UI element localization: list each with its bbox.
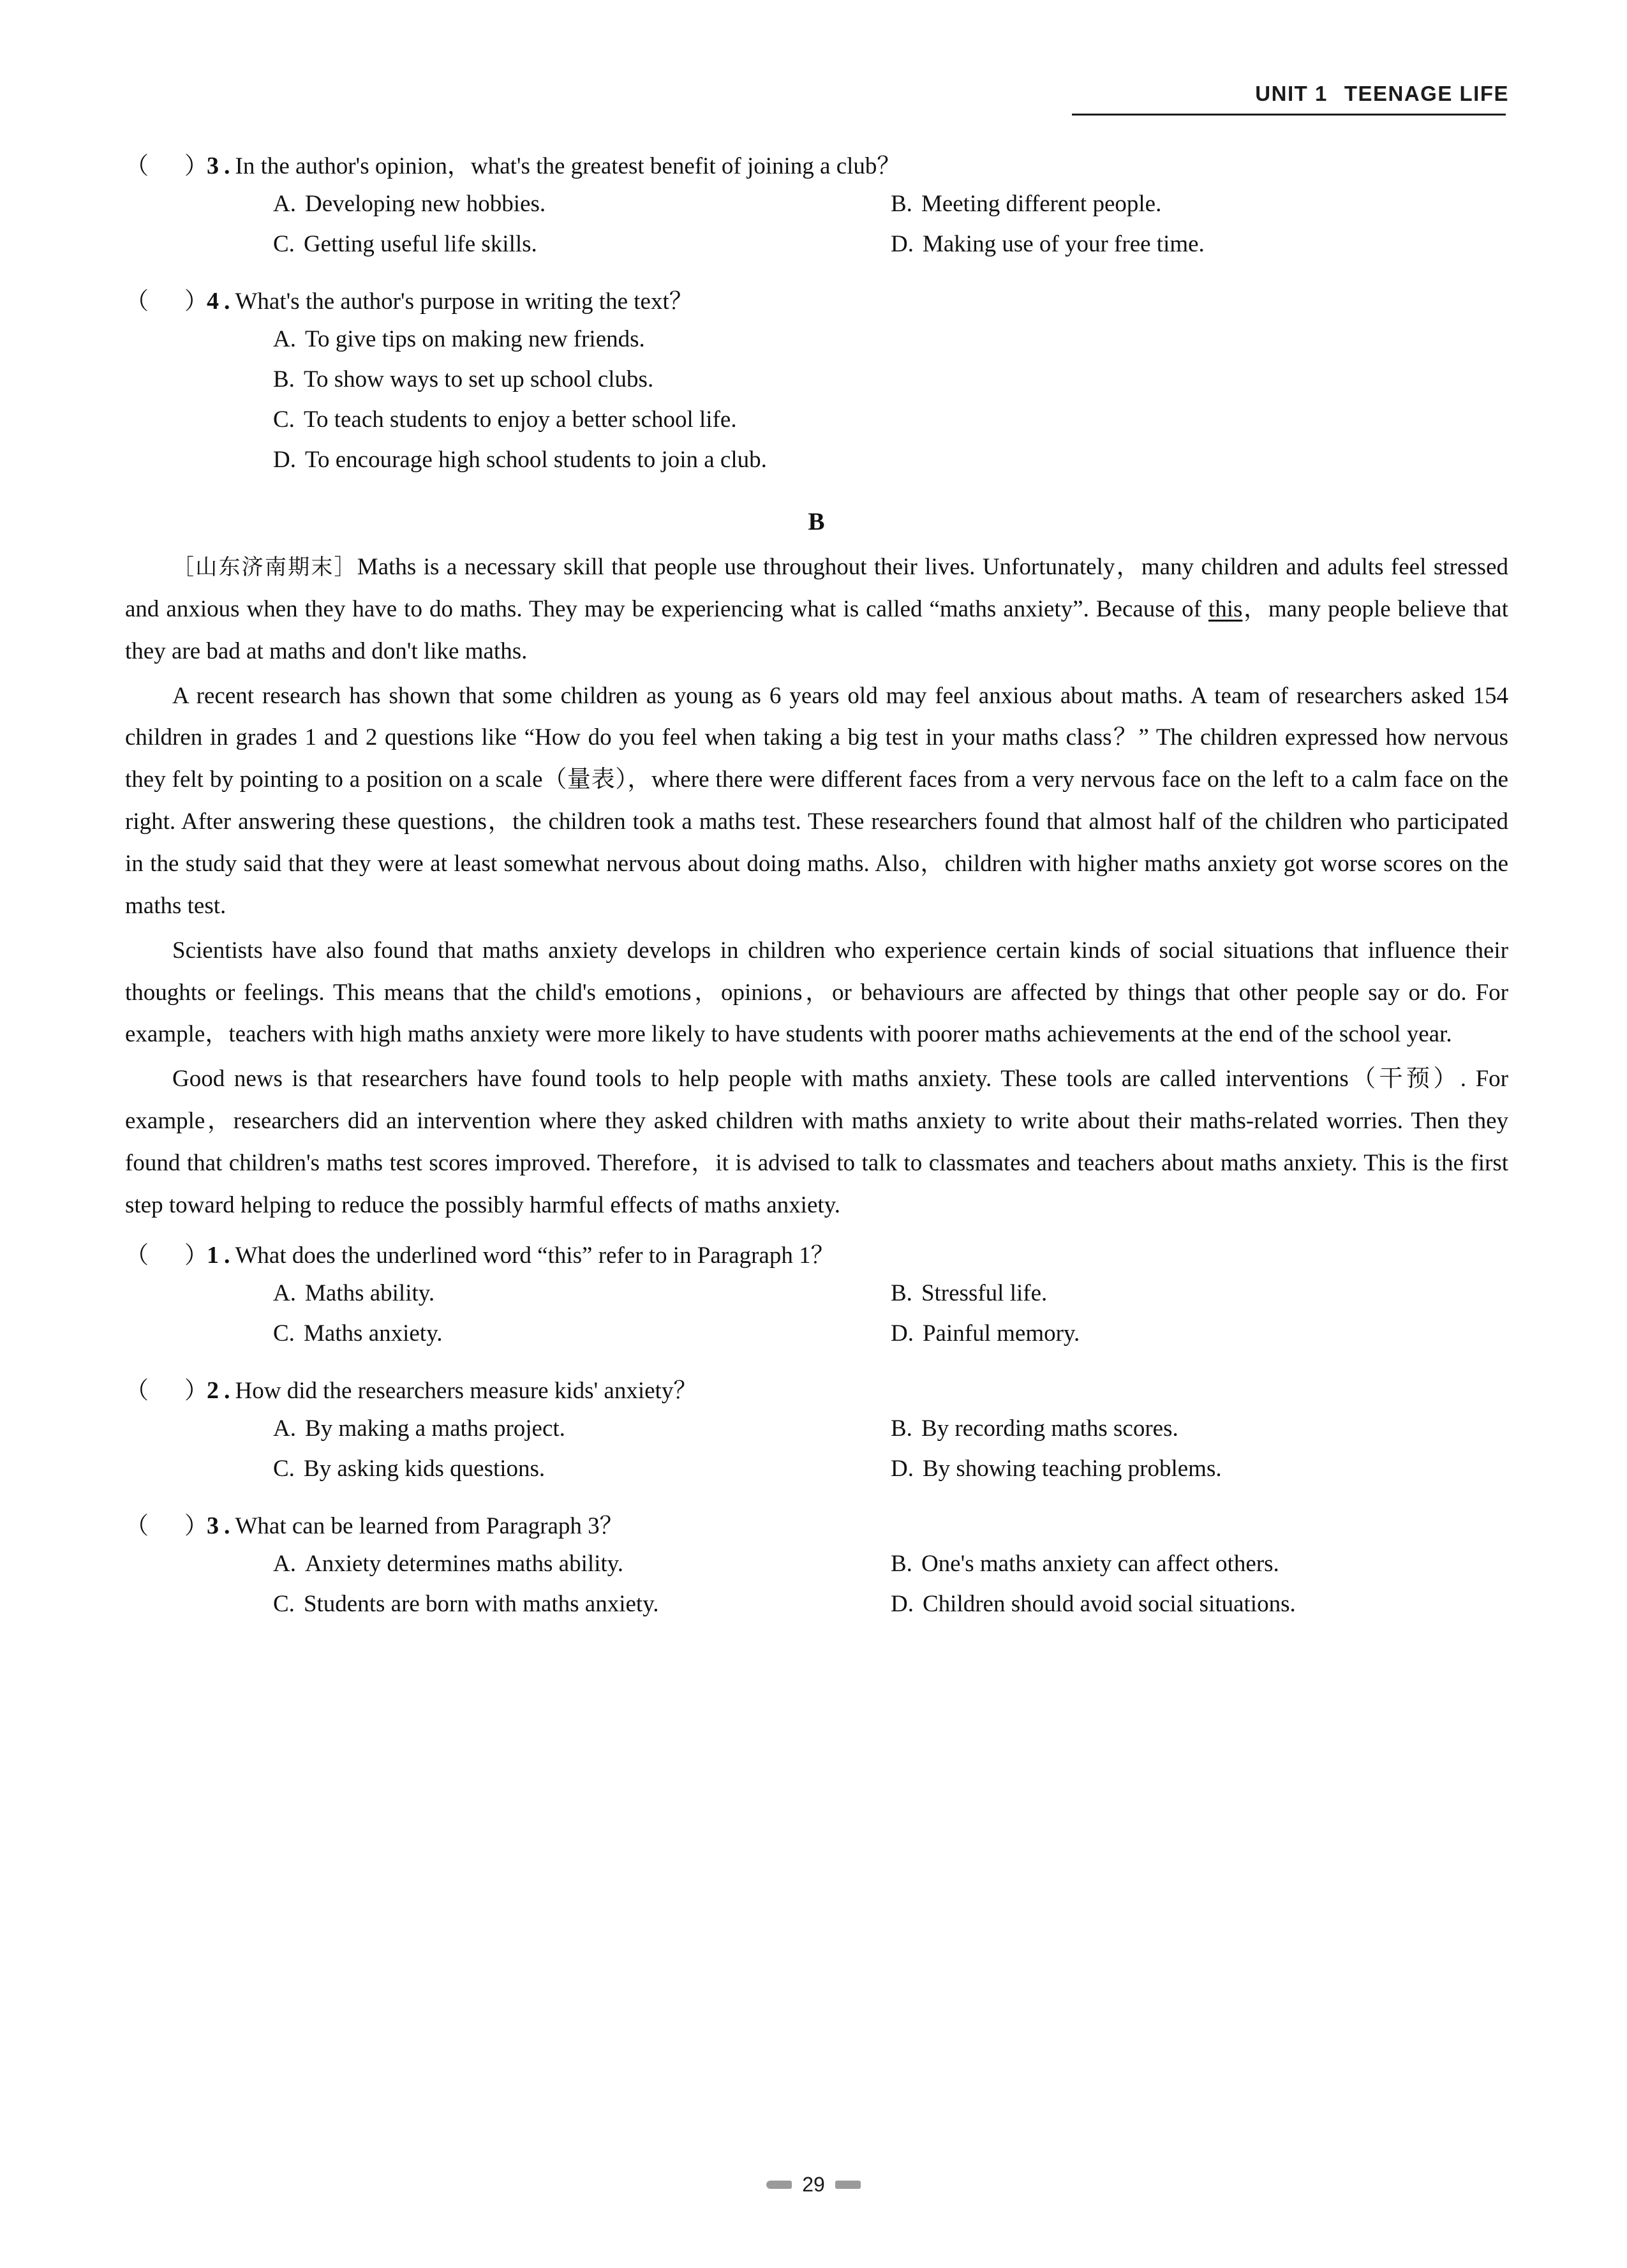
option-label: C. (273, 1455, 295, 1482)
question-number: 3 (207, 1512, 219, 1539)
option-label: A. (273, 191, 296, 217)
option-label: C. (273, 231, 295, 257)
question-number: 2 (207, 1376, 219, 1404)
question-text: What does the underlined word “this” refer to in Paragraph 1？ (235, 1242, 835, 1269)
question-row: （ ） 1 . What does the underlined word “this” refer to in Paragraph 1？ (125, 1241, 835, 1269)
page-number: 29 (802, 2173, 825, 2196)
option-text: Maths ability. (304, 1279, 435, 1306)
option-label: C. (273, 1590, 295, 1617)
option-text: By making a maths project. (304, 1415, 565, 1442)
option-label: D. (891, 1590, 914, 1617)
option-item[interactable] (891, 1457, 1508, 1481)
option-label: B. (891, 1279, 912, 1306)
option-item[interactable] (891, 1281, 1508, 1305)
question-text: What's the author's purpose in writing the text？ (235, 288, 693, 315)
option-item[interactable] (273, 1281, 891, 1305)
option-group (273, 1281, 1508, 1362)
option-item[interactable] (891, 1552, 1508, 1576)
answer-blank[interactable]: （ ） (125, 1377, 208, 1404)
option-text: Stressful life. (921, 1279, 1048, 1306)
option-item[interactable] (891, 1417, 1508, 1440)
option-text: Maths anxiety. (303, 1320, 443, 1347)
option-item[interactable] (891, 232, 1508, 256)
option-text: Meeting different people. (921, 191, 1162, 217)
option-item[interactable] (891, 1322, 1508, 1345)
option-label: C. (273, 1320, 295, 1347)
option-label: B. (273, 366, 295, 392)
option-item[interactable] (273, 448, 1508, 472)
question-row: （ ） 3 . What can be learned from Paragraph 3？ (125, 1512, 623, 1539)
option-label: D. (891, 1455, 914, 1482)
answer-blank[interactable]: （ ） (125, 1242, 208, 1269)
option-text: Painful memory. (922, 1320, 1080, 1347)
underlined-word: this (1208, 595, 1243, 622)
question-row: （ ） 3 . In the author's opinion，what's the greatest benefit of joining a club？ (125, 153, 901, 179)
answer-blank[interactable]: （ ） (125, 1512, 208, 1539)
option-label: B. (891, 191, 912, 217)
option-item[interactable] (891, 1592, 1508, 1616)
option-label: A. (273, 326, 296, 352)
page-header (1255, 82, 1509, 106)
option-group (273, 192, 1508, 272)
passage-paragraph-4: Good news is that researchers have found tools to help people with maths anxiety. These tools are called interventions（干预）. For example，researchers did an intervention where they asked children with maths anxiety to write about their maths-related worries. Then they found that children's maths test scores improved. Therefore，it is advised to talk to classmates and teachers about maths anxiety. This is the first step toward helping to reduce the possibly harmful effects of maths anxiety. (125, 1066, 1508, 1218)
option-text: Developing new hobbies. (304, 191, 546, 217)
option-label: B. (891, 1550, 912, 1577)
passage-paragraph-3: Scientists have also found that maths anxiety develops in children who experience certain kinds of social situations that influence their thoughts or feelings. This means that the child's emotions，opinions，or behaviours are affected by things that other people say or do. For example，teachers with high maths anxiety were more likely to have students with poorer maths achievements at the end of the school year. (125, 937, 1508, 1048)
question-text: What can be learned from Paragraph 3？ (235, 1512, 623, 1539)
option-text: Anxiety determines maths ability. (304, 1550, 624, 1577)
option-text: Students are born with maths anxiety. (303, 1590, 659, 1617)
question-text: How did the researchers measure kids' anxiety？ (235, 1377, 697, 1404)
option-text: Getting useful life skills. (303, 231, 537, 257)
option-label: D. (891, 231, 914, 257)
question-row: （ ） 4 . What's the author's purpose in writing the text？ (125, 288, 693, 315)
option-item[interactable] (273, 1592, 891, 1616)
option-item[interactable] (273, 368, 1508, 391)
option-text: To give tips on making new friends. (304, 326, 645, 352)
option-text: To encourage high school students to join a club. (304, 447, 767, 473)
option-label: A. (273, 1415, 296, 1442)
option-text: By asking kids questions. (303, 1455, 546, 1482)
question-number: 4 (207, 288, 219, 315)
option-label: A. (273, 1279, 296, 1306)
section-letter: B (808, 508, 826, 535)
option-item[interactable] (891, 192, 1508, 216)
option-item[interactable] (273, 232, 891, 256)
passage-paragraph-1 (125, 546, 1508, 673)
question-row: （ ） 2 . How did the researchers measure kids' anxiety？ (125, 1376, 697, 1404)
option-text: By showing teaching problems. (922, 1455, 1222, 1482)
option-label: D. (273, 447, 296, 473)
option-item[interactable] (273, 327, 1508, 351)
option-text: Children should avoid social situations. (922, 1590, 1296, 1617)
passage-text-post: ，many people believe that they are bad at maths and don't like maths. (125, 595, 1508, 664)
option-item[interactable] (273, 192, 891, 216)
footer-dash-left-icon (766, 2181, 792, 2189)
passage-source: ［山东济南期末］ (172, 555, 357, 580)
option-text: Making use of your free time. (922, 231, 1205, 257)
option-item[interactable] (273, 1457, 891, 1481)
passage-paragraph-2: A recent research has shown that some children as young as 6 years old may feel anxious about maths. A team of researchers asked 154 children in grades 1 and 2 questions like “How do you feel when taking a big test in your maths class？” The children expressed how nervous they felt by pointing to a position on a scale（量表），where there were different faces from a very nervous face on the left to a calm face on the right. After answering these questions，the children took a maths test. These researchers found that almost half of the children who participated in the study said that they were at least somewhat nervous about doing maths. Also，children with higher maths anxiety got worse scores on the maths test. (125, 682, 1508, 919)
option-label: C. (273, 407, 295, 433)
question-number: 3 (207, 153, 219, 179)
option-item[interactable] (273, 1417, 891, 1440)
question-text: In the author's opinion，what's the greatest benefit of joining a club？ (235, 153, 901, 179)
option-text: To show ways to set up school clubs. (303, 366, 654, 392)
option-text: One's maths anxiety can affect others. (921, 1550, 1279, 1577)
header-title: TEENAGE LIFE (1344, 82, 1509, 105)
content-column (125, 137, 1508, 1632)
option-item[interactable] (273, 1322, 891, 1345)
option-label: D. (891, 1320, 914, 1347)
option-label: B. (891, 1415, 912, 1442)
answer-blank[interactable]: （ ） (125, 153, 208, 179)
page-footer (0, 2172, 1627, 2197)
header-rule (1072, 114, 1506, 116)
option-group (273, 1552, 1508, 1632)
passage-text-pre: Maths is a necessary skill that people use throughout their lives. Unfortunately，many children and adults feel stressed and anxious when they have to do maths. They may be experiencing what is called “maths anxiety”. Because of (125, 554, 1508, 622)
option-label: A. (273, 1550, 296, 1577)
answer-blank[interactable]: （ ） (125, 288, 208, 315)
option-group (273, 1417, 1508, 1497)
header-unit: UNIT 1 (1255, 82, 1328, 105)
option-text: By recording maths scores. (921, 1415, 1178, 1442)
question-number: 1 (207, 1241, 219, 1269)
option-text: To teach students to enjoy a better school life. (303, 407, 737, 433)
footer-dash-right-icon (835, 2181, 861, 2189)
option-item[interactable] (273, 1552, 891, 1576)
option-item[interactable] (273, 408, 1508, 431)
option-group (273, 327, 1508, 488)
